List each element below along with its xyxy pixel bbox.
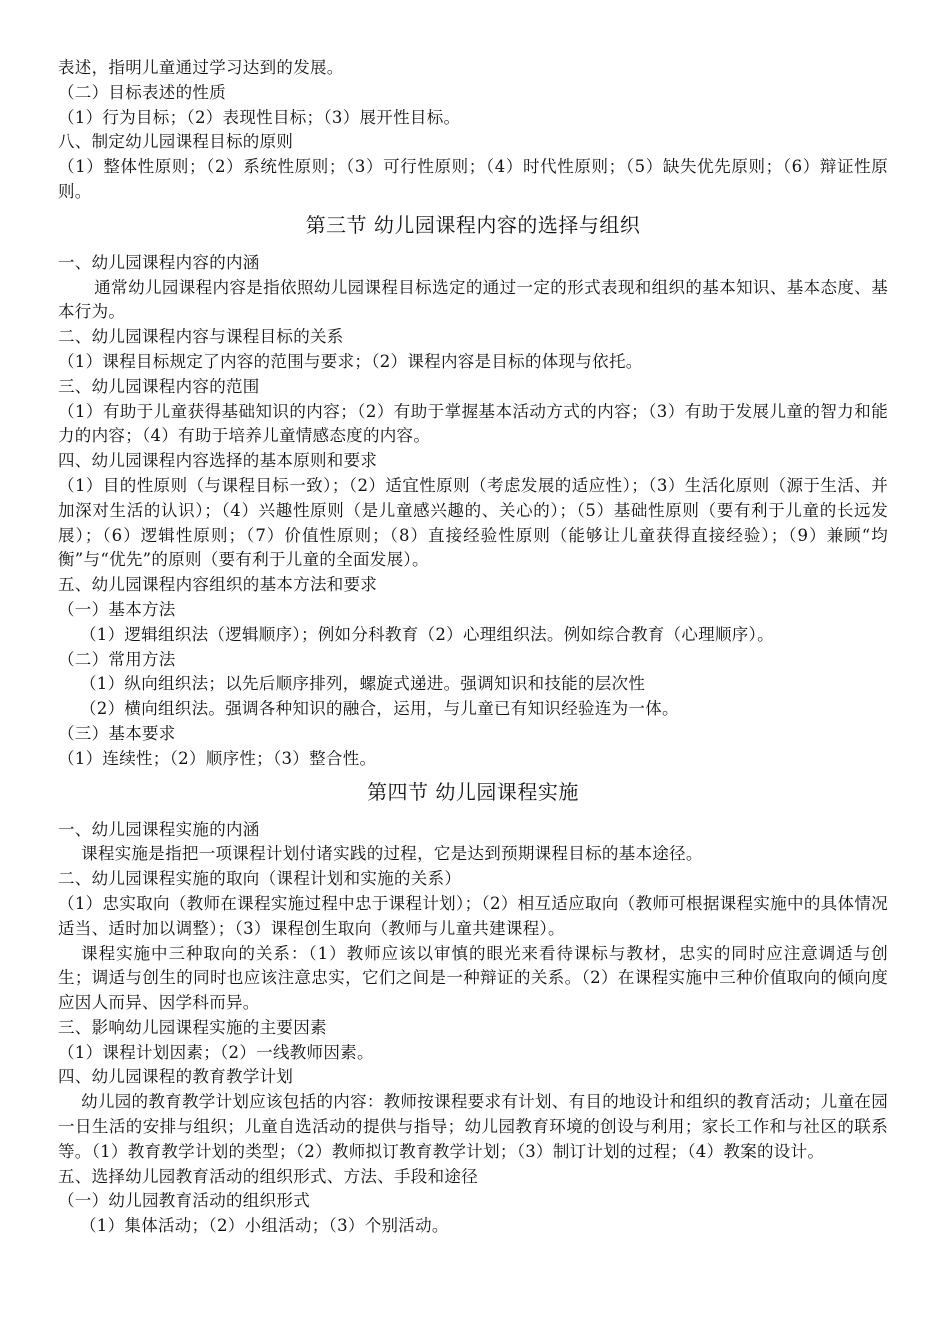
heading: 四、幼儿园课程的教育教学计划: [58, 1067, 294, 1087]
text-line: （1）整体性原则；（2）系统性原则；（3）可行性原则；（4）时代性原则；（5）缺失优先原则；（6）辩证性原则。: [58, 157, 888, 201]
heading: 三、幼儿园课程内容的范围: [58, 376, 260, 396]
subheading: （一）基本方法: [58, 599, 176, 619]
paragraph: （2）横向组织法。强调各种知识的融合，运用，与儿童已有知识经验连为一体。: [80, 699, 679, 719]
heading: 二、幼儿园课程内容与课程目标的关系: [58, 327, 344, 347]
paragraph: （1）逻辑组织法（逻辑顺序）；例如分科教育（2）心理组织法。例如综合教育（心理顺序）。: [80, 624, 774, 644]
paragraph: （1）目的性原则（与课程目标一致）；（2）适宜性原则（考虑发展的适应性）；（3）生活化原则（源于生活、并加深对生活的认识）；（4）兴趣性原则（是儿童感兴趣的、关心的）；（5）基础性原则（要有利于儿童的长远发展）；（6）逻辑性原则；（7）价值性原则；（8）直接经验性原则（能够让儿童获得直接经验）；（9）兼顾“均衡”与“优先”的原则（要有利于儿童的全面发展）。: [58, 475, 888, 570]
paragraph: （1）纵向组织法；以先后顺序排列，螺旋式递进。强调知识和技能的层次性: [80, 674, 646, 694]
section-title: 第三节 幼儿园课程内容的选择与组织: [305, 212, 641, 237]
paragraph: 幼儿园的教育教学计划应该包括的内容：教师按课程要求有计划、有目的地设计和组织的教育活动；儿童在园一日生活的安排与组织；儿童自选活动的提供与指导；幼儿园教育环境的创设与利用；家长工作和与社区的联系等。（1）教育教学计划的类型；（2）教师拟订教育教学计划；（3）制订计划的过程；（4）教案的设计。: [58, 1092, 888, 1161]
paragraph: （1）课程目标规定了内容的范围与要求；（2）课程内容是目标的体现与依托。: [58, 351, 643, 371]
heading: 五、选择幼儿园教育活动的组织形式、方法、手段和途径: [58, 1166, 478, 1186]
paragraph: （1）连续性；（2）顺序性；（3）整合性。: [58, 748, 377, 768]
paragraph: （1）集体活动；（2）小组活动；（3）个别活动。: [80, 1216, 449, 1236]
paragraph: 课程实施中三种取向的关系：（1）教师应该以审慎的眼光来看待课标与教材，忠实的同时应注意调适与创生；调适与创生的同时也应该注意忠实，它们之间是一种辩证的关系。（2）在课程实施中三种价值取向的倾向度应因人而异、因学科而异。: [58, 943, 888, 1013]
heading: 八、制定幼儿园课程目标的原则: [58, 132, 294, 152]
subheading: （一）幼儿园教育活动的组织形式: [58, 1191, 310, 1211]
heading: 五、幼儿园课程内容组织的基本方法和要求: [58, 575, 378, 595]
subheading: （二）常用方法: [58, 649, 176, 669]
paragraph: （1）忠实取向（教师在课程实施过程中忠于课程计划）；（2）相互适应取向（教师可根据课程实施中的具体情况适当、适时加以调整）；（3）课程创生取向（教师与儿童共建课程）。: [58, 893, 888, 938]
text-line: （1）行为目标；（2）表现性目标；（3）展开性目标。: [58, 107, 461, 127]
section-title: 第四节 幼儿园课程实施: [367, 779, 579, 804]
heading: 四、幼儿园课程内容选择的基本原则和要求: [58, 451, 378, 471]
paragraph: 通常幼儿园课程内容是指依照幼儿园课程目标选定的通过一定的形式表现和组织的基本知识、基本态度、基本行为。: [58, 277, 888, 322]
text-line: 表述，指明儿童通过学习达到的发展。: [58, 58, 344, 77]
subheading: （二）目标表述的性质: [58, 82, 226, 102]
subheading: （三）基本要求: [58, 723, 176, 743]
paragraph: （1）课程计划因素；（2）一线教师因素。: [58, 1042, 374, 1062]
paragraph: 课程实施是指把一项课程计划付诸实践的过程，它是达到预期课程目标的基本途径。: [81, 844, 703, 864]
heading: 一、幼儿园课程内容的内涵: [58, 252, 260, 272]
paragraph: （1）有助于儿童获得基础知识的内容；（2）有助于掌握基本活动方式的内容；（3）有助于发展儿童的智力和能力的内容；（4）有助于培养儿童情感态度的内容。: [58, 401, 888, 446]
heading: 二、幼儿园课程实施的取向（课程计划和实施的关系）: [58, 869, 462, 889]
heading: 三、影响幼儿园课程实施的主要因素: [58, 1017, 327, 1037]
heading: 一、幼儿园课程实施的内涵: [58, 819, 260, 839]
